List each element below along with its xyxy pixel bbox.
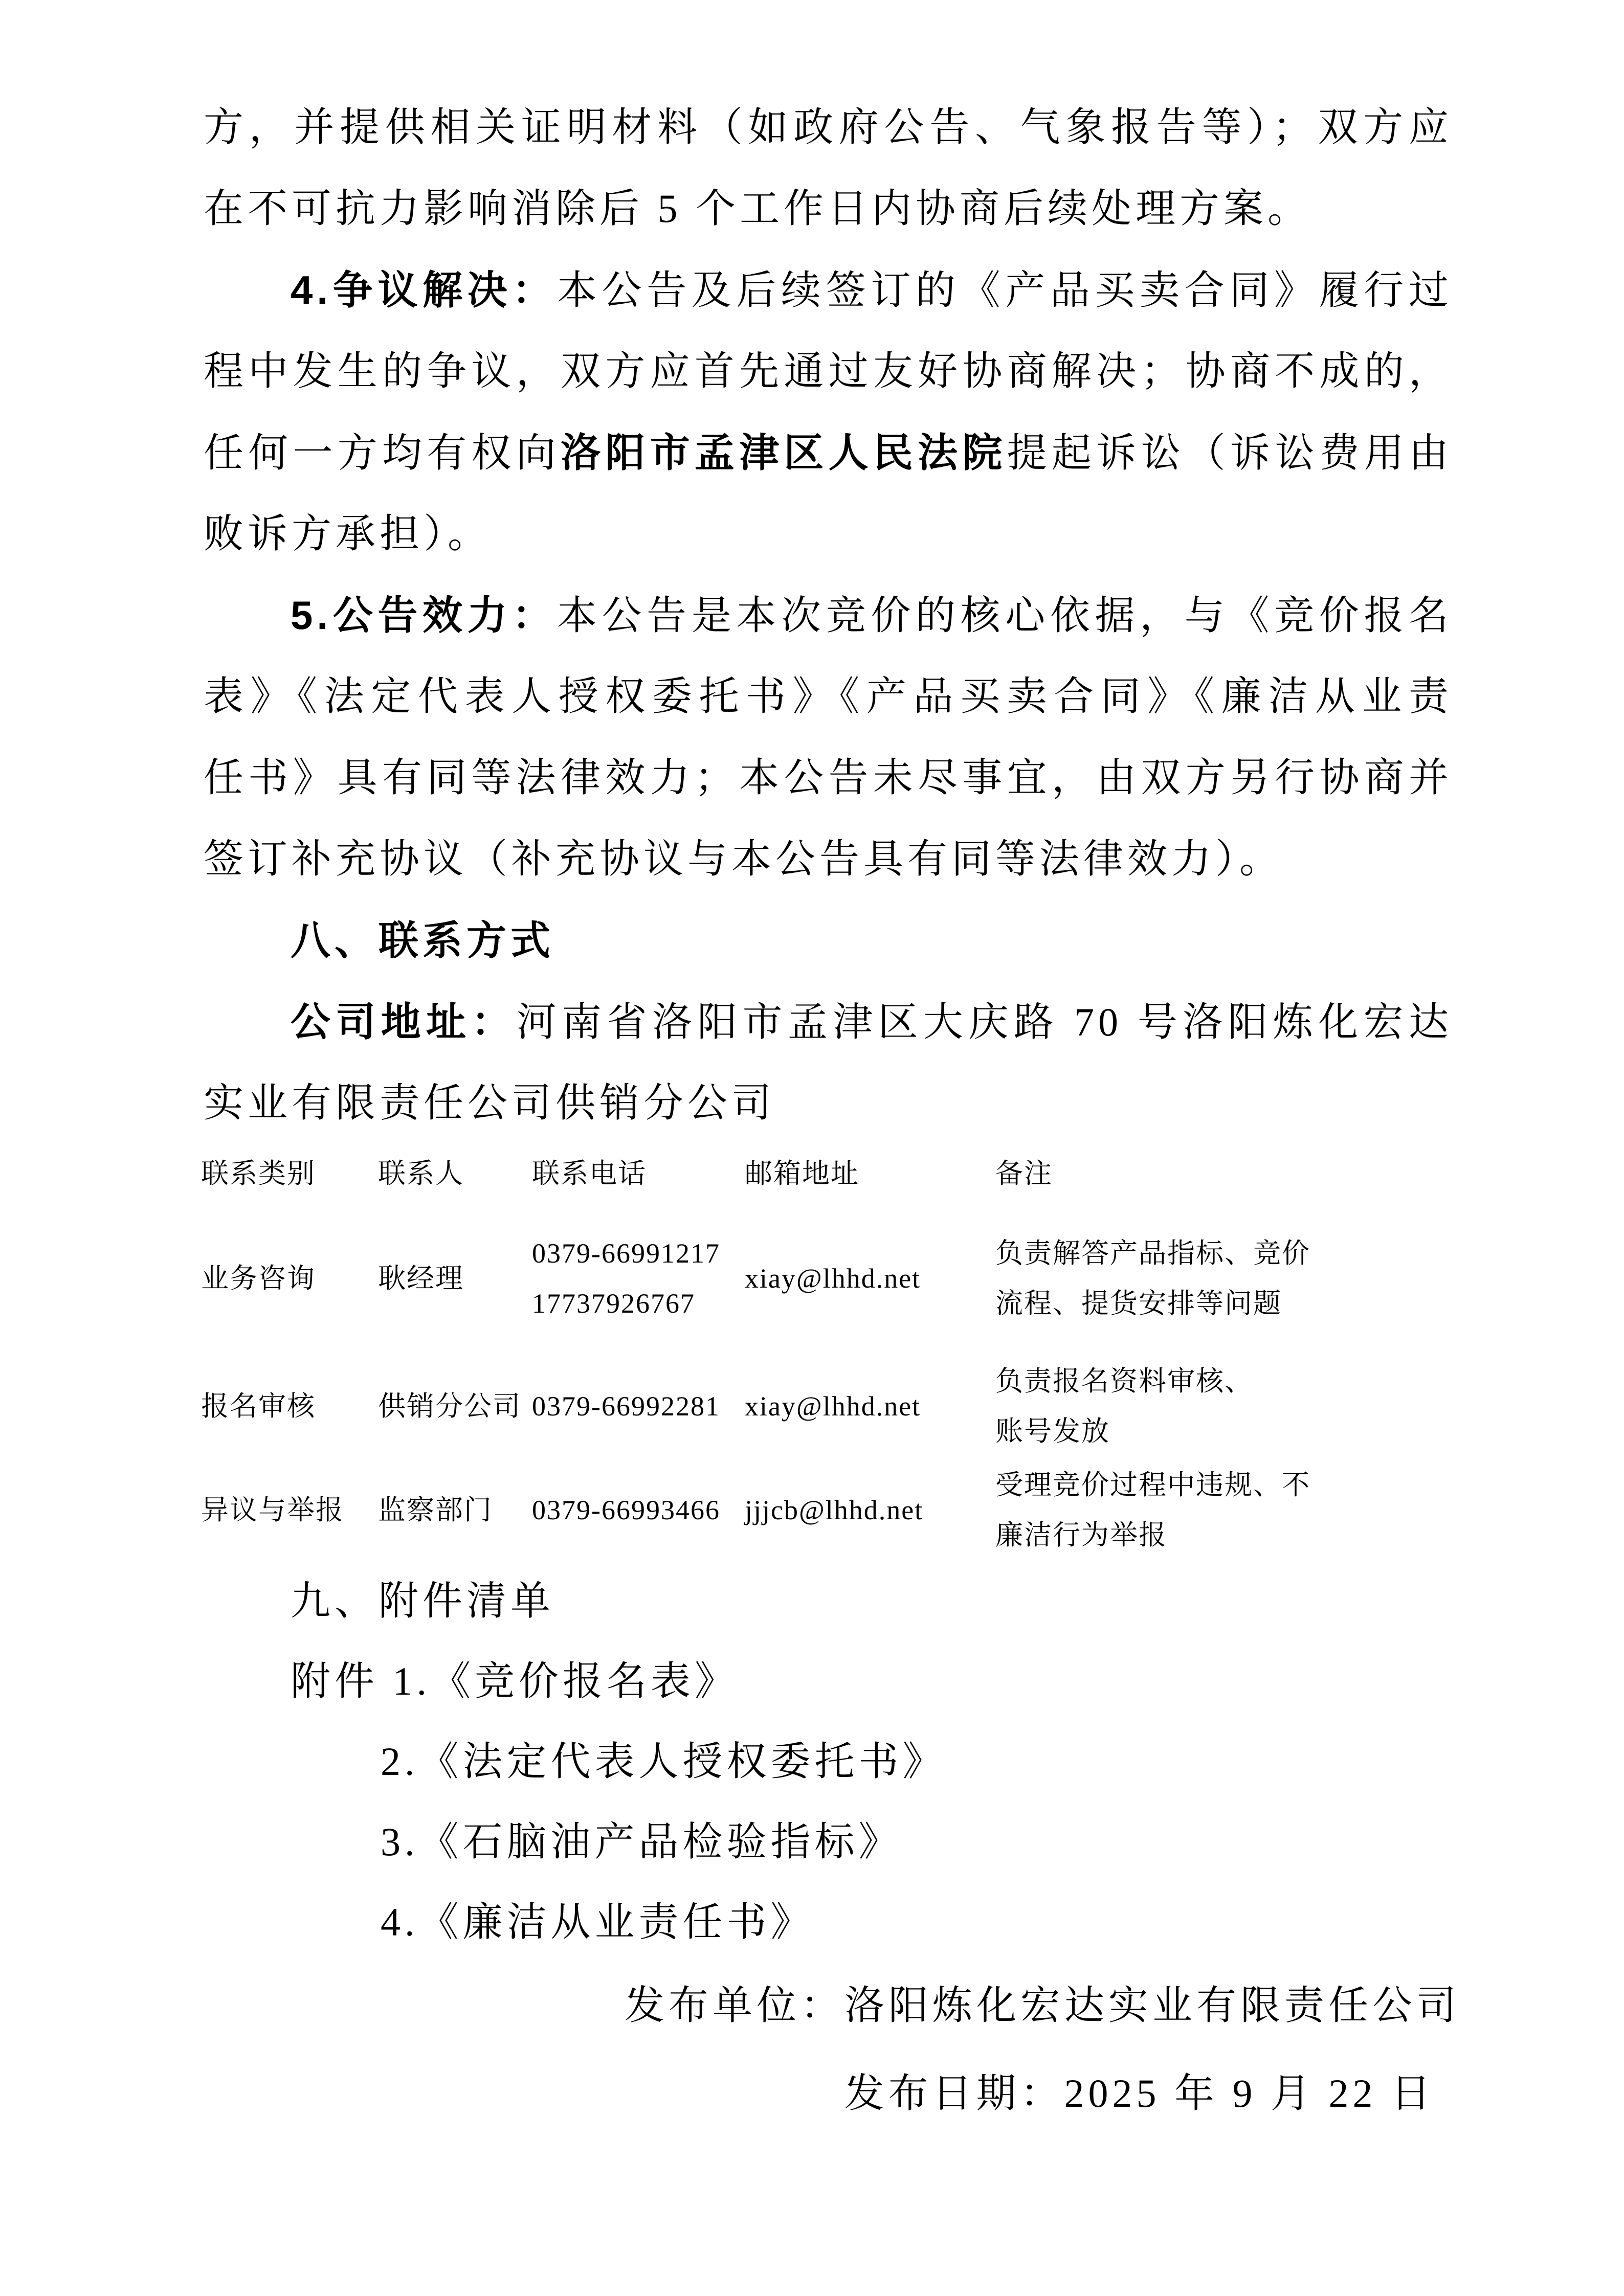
- text-line: [204, 673, 1453, 754]
- cell-contact: 监察部门: [378, 1494, 493, 1525]
- bold-text-segment: 八、联系方式: [291, 918, 555, 963]
- cell-category: 异议与举报: [201, 1494, 344, 1525]
- text-line: [204, 185, 1453, 266]
- text-segment: 任书》具有同等法律效力；本公告未尽事宜，由双方另行协商并: [204, 755, 1453, 800]
- remark-line: 账号发放: [995, 1416, 1110, 1447]
- cell-email: jjjcb@lhhd.net: [745, 1494, 924, 1525]
- cell-email: xiay@lhhd.net: [745, 1391, 921, 1422]
- bold-text-segment: 5.公告效力：: [291, 593, 557, 638]
- cell-contact: 供销分公司: [378, 1391, 521, 1422]
- cell-phone: [532, 1228, 745, 1329]
- table-row: [201, 1202, 1455, 1355]
- attachments-heading: 九、附件清单: [291, 1579, 555, 1623]
- text-line: [204, 836, 1453, 917]
- header-cell-email: 邮箱地址: [745, 1158, 859, 1189]
- text-line: [204, 754, 1453, 836]
- text-segment: 提起诉讼（诉讼费用由: [1007, 431, 1453, 475]
- publisher-line: 发布单位：洛阳炼化宏达实业有限责任公司: [624, 1983, 1460, 2028]
- cell-remark: [995, 1460, 1455, 1560]
- text-segment: 方，并提供相关证明材料（如政府公告、气象报告等）；双方应: [204, 105, 1453, 149]
- remark-line: 流程、提货安排等问题: [995, 1288, 1282, 1319]
- cell-remark: [995, 1356, 1455, 1456]
- text-segment: 签订补充协议（补充协议与本公告具有同等法律效力）。: [204, 837, 1284, 881]
- attachments-section: [204, 1578, 1453, 1979]
- table-row: [201, 1355, 1455, 1457]
- text-segment: 表》《法定代表人授权委托书》《产品买卖合同》《廉洁从业责: [204, 674, 1453, 718]
- text-segment: 任何一方均有权向: [204, 431, 561, 475]
- cell-contact: 耿经理: [378, 1263, 464, 1294]
- header-cell-category: 联系类别: [201, 1158, 316, 1189]
- cell-category: 报名审核: [201, 1391, 316, 1422]
- text-line: [204, 592, 1453, 673]
- contact-table: [201, 1145, 1455, 1562]
- text-segment: 本公告及后续签订的《产品买卖合同》履行过: [557, 268, 1453, 312]
- header-cell-contact: 联系人: [378, 1158, 464, 1189]
- contact-table-header-row: [201, 1145, 1455, 1202]
- attachment-item: 附件 1.《竞价报名表》: [291, 1659, 739, 1703]
- text-segment: 本公告是本次竞价的核心依据，与《竞价报名: [557, 593, 1453, 638]
- document-footer: [204, 1982, 1460, 2158]
- bold-text-segment: 公司地址：: [291, 999, 517, 1044]
- remark-line: 廉洁行为举报: [995, 1519, 1167, 1550]
- text-line: [204, 510, 1453, 592]
- text-line: [204, 998, 1453, 1079]
- text-segment: 实业有限责任公司供销分公司: [204, 1081, 776, 1125]
- text-segment: 在不可抗力影响消除后 5 个工作日内协商后续处理方案。: [204, 186, 1312, 231]
- attachment-item: 3.《石脑油产品检验指标》: [381, 1819, 903, 1864]
- text-line: [204, 266, 1453, 348]
- cell-remark: [995, 1228, 1455, 1329]
- bold-text-segment: 4.争议解决：: [291, 267, 557, 312]
- bold-text-segment: 洛阳市孟津区人民法院: [561, 430, 1007, 475]
- cell-phone: 0379-66993466: [532, 1494, 720, 1525]
- text-line: [204, 104, 1453, 185]
- cell-category: 业务咨询: [201, 1263, 316, 1294]
- phone-line: 17737926767: [532, 1288, 695, 1319]
- attachment-item: 4.《廉洁从业责任书》: [381, 1900, 815, 1944]
- remark-line: 负责解答产品指标、竞价: [995, 1238, 1310, 1269]
- remark-line: 负责报名资料审核、: [995, 1366, 1253, 1397]
- phone-line: 0379-66991217: [532, 1238, 720, 1269]
- publish-date-line: 发布日期：2025 年 9 月 22 日: [844, 2071, 1435, 2115]
- body-text: [204, 104, 1453, 1161]
- header-cell-phone: 联系电话: [532, 1158, 647, 1189]
- text-segment: 河南省洛阳市孟津区大庆路 70 号洛阳炼化宏达: [516, 1000, 1453, 1044]
- table-row: [201, 1457, 1455, 1562]
- header-cell-remark: 备注: [995, 1158, 1053, 1189]
- cell-email: xiay@lhhd.net: [745, 1263, 921, 1294]
- text-segment: 程中发生的争议，双方应首先通过友好协商解决；协商不成的，: [204, 349, 1453, 393]
- section-heading: [204, 917, 1453, 998]
- text-line: [204, 348, 1453, 429]
- remark-line: 受理竞价过程中违规、不: [995, 1469, 1310, 1500]
- cell-phone: 0379-66992281: [532, 1391, 720, 1422]
- attachment-item: 2.《法定代表人授权委托书》: [381, 1739, 947, 1784]
- text-segment: 败诉方承担）。: [204, 511, 492, 556]
- text-line: [204, 429, 1453, 510]
